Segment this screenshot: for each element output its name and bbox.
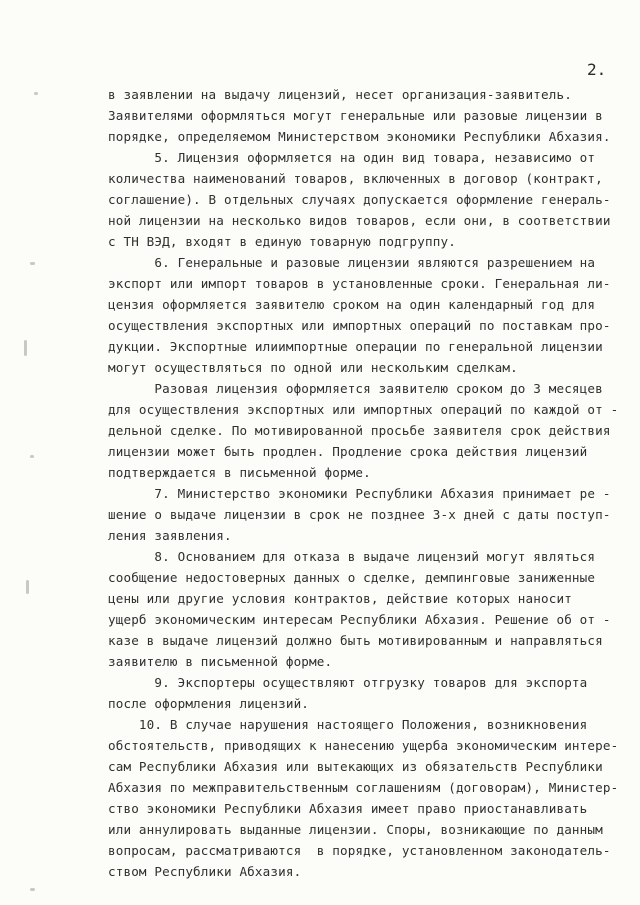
text-line: Абхазия по межправительственным соглашениям (договорам), Министер- — [108, 780, 619, 795]
scan-artifact — [30, 262, 35, 265]
text-line: 10. В случае нарушения настоящего Положения, возникновения — [108, 717, 588, 732]
text-line: после оформления лицензий. — [108, 696, 310, 711]
text-line: Разовая лицензия оформляется заявителю сроком до 3 месяцев — [108, 381, 603, 396]
text-line: обстоятельств, приводящих к нанесению ущерба экономическим интере- — [108, 738, 619, 753]
text-line: ством Республики Абхазия. — [108, 864, 302, 879]
text-line: ления заявления. — [108, 528, 232, 543]
text-line: 7. Министерство экономики Республики Абхазия принимает ре - — [108, 486, 611, 501]
text-line: Заявителями оформляться могут генеральные или разовые лицензии в — [108, 108, 603, 123]
scan-artifact — [24, 340, 27, 356]
text-line: вопросам, рассматриваются в порядке, установленном законодатель- — [108, 843, 611, 858]
text-line: порядке, определяемом Министерством экономики Республики Абхазия. — [108, 129, 611, 144]
text-line: дельной сделке. По мотивированной просьбе заявителя срок действия — [108, 423, 611, 438]
text-line: количества наименований товаров, включенных в договор (контракт, — [108, 171, 603, 186]
text-line: 5. Лицензия оформляется на один вид товара, независимо от — [108, 150, 596, 165]
text-line: соглашение). В отдельных случаях допускается оформление генераль- — [108, 192, 611, 207]
text-line: лицензии может быть продлен. Продление срока действия лицензий — [108, 444, 588, 459]
text-line: для осуществления экспортных или импортных операций по каждой от - — [108, 402, 619, 417]
text-line: шение о выдаче лицензии в срок не позднее 3-х дней с даты поступ- — [108, 507, 611, 522]
text-line: 9. Экспортеры осуществляют отгрузку товаров для экспорта — [108, 675, 588, 690]
text-line: сам Республики Абхазия или вытекающих из обязательств Республики — [108, 759, 603, 774]
text-line: цены или другие условия контрактов, действие которых наносит — [108, 591, 572, 606]
text-line: ущерб экономическим интересам Республики Абхазия. Решение об от - — [108, 612, 611, 627]
text-line: в заявлении на выдачу лицензий, несет организация-заявитель. — [108, 87, 572, 102]
scan-artifact — [26, 580, 29, 594]
body-text — [108, 84, 628, 882]
text-line: 8. Основанием для отказа в выдаче лицензий могут являться — [108, 549, 596, 564]
text-line: ной лицензии на несколько видов товаров, если они, в соответствии — [108, 213, 611, 228]
text-line: подтверждается в письменной форме. — [108, 465, 371, 480]
text-line: осуществления экспортных или импортных операций по поставкам про- — [108, 318, 611, 333]
text-line: дукции. Экспортные илиимпортные операции по генеральной лицензии — [108, 339, 603, 354]
text-line: цензия оформляется заявителю сроком на один календарный год для — [108, 297, 596, 312]
text-line: или аннулировать выданные лицензии. Споры, возникающие по данным — [108, 822, 603, 837]
text-line: с ТН ВЭД, входят в единую товарную подгруппу. — [108, 234, 456, 249]
text-line: экспорт или импорт товаров в установленные сроки. Генеральная ли- — [108, 276, 611, 291]
text-line: заявителю в письменной форме. — [108, 654, 333, 669]
text-line: казе в выдаче лицензий должно быть мотивированным и направляться — [108, 633, 603, 648]
text-line: могут осуществляться по одной или нескольким сделкам. — [108, 360, 518, 375]
scan-artifact — [34, 92, 38, 95]
text-line: сообщение недостоверных данных о сделке, демпинговые заниженные — [108, 570, 596, 585]
scan-artifact — [30, 888, 35, 891]
text-line: ство экономики Республики Абхазия имеет право приостанавливать — [108, 801, 588, 816]
page-number: 2. — [587, 60, 607, 79]
scan-artifact — [30, 455, 34, 458]
text-line: 6. Генеральные и разовые лицензии являются разрешением на — [108, 255, 596, 270]
